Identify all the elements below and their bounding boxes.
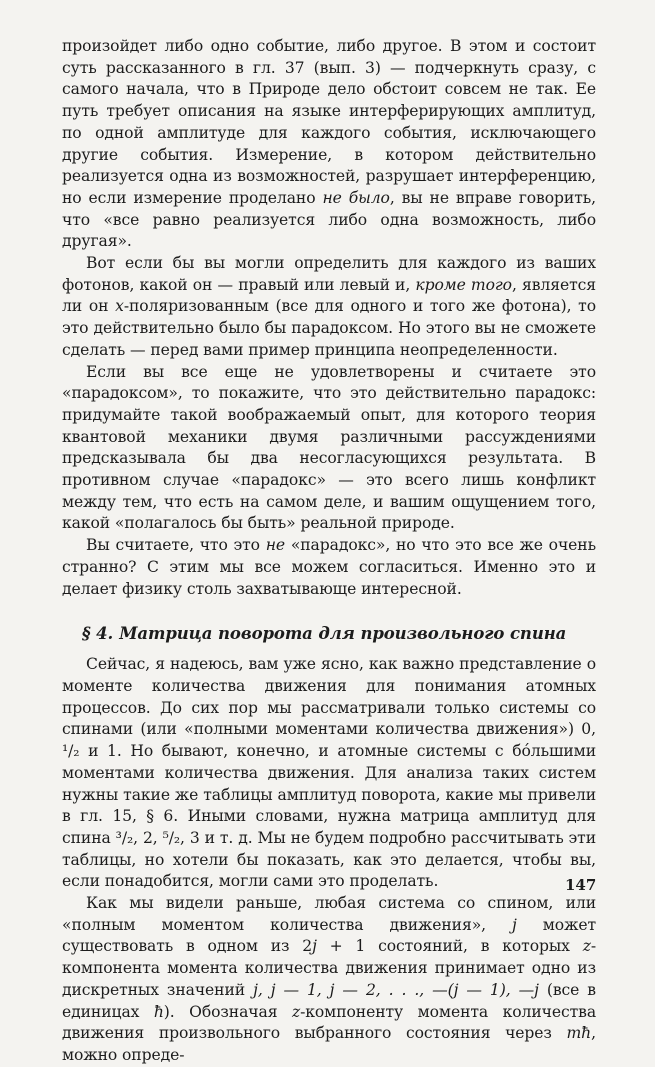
p6-text-a: Как мы видели раньше, любая система со спином, или «полным моментом количества движения», bbox=[62, 894, 596, 934]
p2-var-x: x bbox=[115, 297, 124, 316]
p4-text-a: Вы считаете, что это bbox=[86, 536, 266, 555]
paragraph-2 bbox=[62, 253, 596, 362]
p1-emphasis: не было bbox=[322, 188, 390, 207]
p6-text-b: может существовать в одном из 2 bbox=[62, 915, 596, 956]
paragraph-6 bbox=[62, 893, 596, 1067]
p4-emphasis: не bbox=[265, 536, 286, 555]
p6-text-c: + 1 состояний, в которых bbox=[316, 937, 583, 956]
p2-text-b: , является ли он bbox=[62, 275, 596, 316]
p6-var-j: j bbox=[512, 915, 517, 934]
p4-text-b: «парадокс», но что это все же очень странно? С этим мы все можем согласиться. Именно это и делает физику столь захватывающе интересной. bbox=[62, 536, 596, 598]
p6-hbar: ħ bbox=[153, 1002, 164, 1021]
p6-m-hbar: mħ bbox=[566, 1024, 592, 1043]
section-heading bbox=[82, 624, 596, 644]
p2-emphasis: кроме того bbox=[415, 275, 512, 294]
p1-text-b: , вы не вправе говорить, что «все равно реализуется либо одна возможность, либо другая». bbox=[62, 188, 596, 251]
p1-text-a: произойдет либо одно событие, либо другое. В этом и состоит суть рассказанного в гл. 37 (вып. 3) — подчеркнуть сразу, с самого начала, что в Природе дело обстоит совсем не так. Ее путь требует описания на языке интерферирующих амплитуд, по одной амплитуде для каждого события, исключающего другие события. Измерение, в котором действительно реализуется одна из возможностей, разрушает интерференцию, но если измерение проделано bbox=[62, 37, 596, 207]
p6-text-d: -компонента момента количества движения принимает одно из дискретных значений bbox=[62, 937, 597, 999]
paragraph-3: Если вы все еще не удовлетворены и считаете это «парадоксом», то покажите, что это действительно парадокс: придумайте такой воображаемый опыт, для которого теория квантовой механики двумя различными рассуждениями предсказывала бы два несогласующихся результата. В противном случае «парадокс» — это всего лишь конфликт между тем, что есть на самом деле, и вашим ощущением того, какой «полагалось бы быть» реальной природе. bbox=[62, 362, 596, 533]
p6-values: j, j — 1, j — 2, . . ., —(j — 1), —j bbox=[253, 980, 539, 999]
paragraph-5: Сейчас, я надеюсь, вам уже ясно, как важно представление о моменте количества движения для понимания атомных процессов. До сих пор мы рассматривали только системы со спинами (или «полными моментами количества движения») 0, ¹/₂ и 1. Но бывают, конечно, и атомные системы с бóльшими моментами количества движения. Для анализа таких систем нужны такие же таблицы амплитуд поворота, какие мы привели в гл. 15, § 6. Иными словами, нужна матрица амплитуд для спина ³/₂, 2, ⁵/₂, 3 и т. д. Мы не будем подробно рассчитывать эти таблицы, но хотели бы показать, как это делается, чтобы вы, если понадобится, могли сами это проделать. bbox=[62, 655, 596, 891]
page-number: 147 bbox=[565, 876, 597, 894]
page-text bbox=[62, 36, 596, 1067]
section-title: Матрица поворота для произвольного спина bbox=[119, 624, 567, 644]
p6-text-e: (все в единицах bbox=[62, 980, 596, 1021]
p6-var-z: z bbox=[582, 937, 591, 956]
p2-text-a: Вот если бы вы могли определить для каждого из ваших фотонов, какой он — правый или левый и, bbox=[62, 254, 596, 294]
p6-text-h: , можно опреде- bbox=[62, 1024, 596, 1064]
p6-var-j2: j bbox=[312, 937, 317, 956]
paragraph-4 bbox=[62, 535, 596, 600]
p6-text-f: ). Обозначая bbox=[163, 1002, 292, 1021]
p6-text-g: -компоненту момента количества движения произвольного выбранного состояния через bbox=[62, 1002, 597, 1043]
section-number: § 4. bbox=[82, 624, 114, 644]
p6-var-z2: z bbox=[291, 1002, 301, 1021]
paragraph-1 bbox=[62, 36, 596, 253]
p2-text-c: -поляризованным (все для одного и того же фотона), то это действительно было бы парадоксом. Но этого вы не сможете сделать — перед вами пример принципа неопределенности. bbox=[62, 297, 596, 359]
